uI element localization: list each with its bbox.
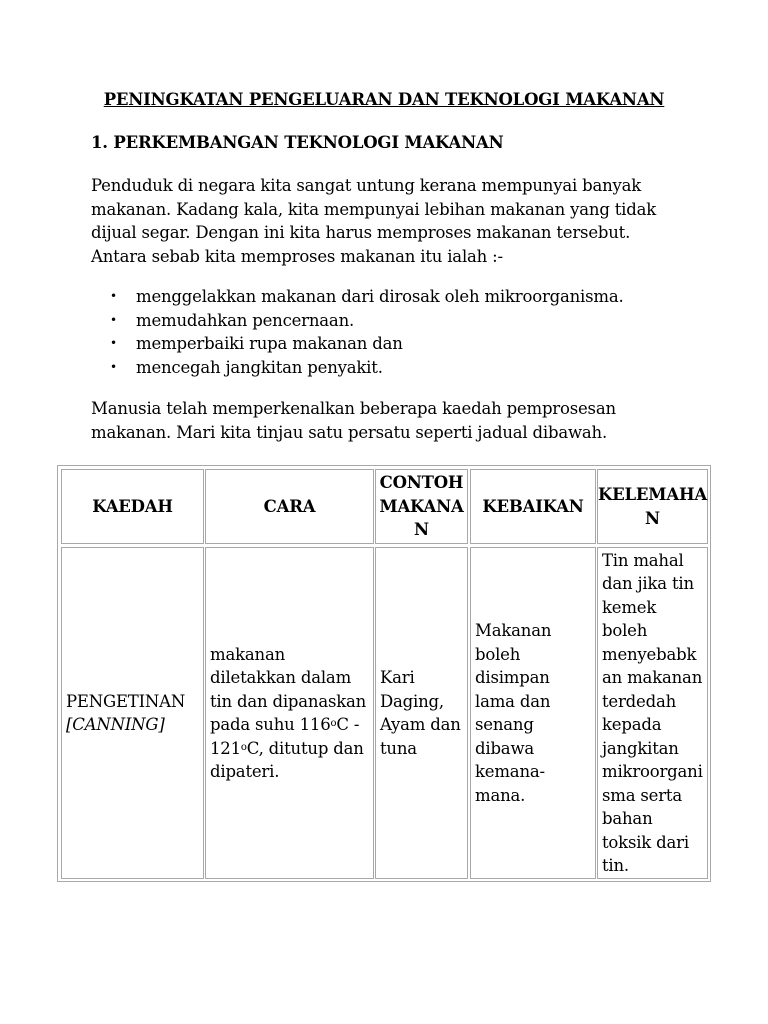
degree-mark: o: [240, 741, 247, 753]
kebaikan-text: Makanan boleh disimpan lama dan senang dibawa kemana- mana.: [475, 621, 552, 805]
header-contoh-text: CONTOH MAKANA N: [379, 473, 464, 540]
header-kaedah: [61, 469, 204, 544]
header-kelemahan-text: KELEMAHA N: [598, 485, 707, 528]
cara-line: diletakkan dalam: [210, 668, 352, 687]
intro-line: dijual segar. Dengan ini kita harus memproses makanan tersebut.: [91, 223, 631, 242]
cell-kebaikan: [470, 547, 596, 879]
methods-table: [57, 465, 711, 882]
cell-kaedah: [61, 547, 204, 879]
cara-line: [210, 737, 366, 761]
cara-line: makanan: [210, 644, 286, 664]
contoh-text: Kari Daging, Ayam dan tuna: [380, 668, 461, 758]
outro-line: makanan. Mari kita tinjau satu persatu seperti jadual dibawah.: [91, 422, 607, 442]
bullet-icon: •: [110, 289, 117, 303]
cara-temp-rest: C, ditutup dan: [246, 738, 364, 758]
header-cara: [205, 469, 374, 544]
list-item: [110, 332, 624, 356]
kaedah-english-name: [CANNING]: [66, 715, 165, 734]
list-item-text: mencegah jangkitan penyakit.: [136, 357, 383, 377]
intro-line: Penduduk di negara kita sangat untung kerana mempunyai banyak: [91, 176, 642, 195]
document-title: PENINGKATAN PENGELUARAN DAN TEKNOLOGI MAKANAN: [103, 90, 665, 109]
cara-line: tin dan dipanaskan: [210, 691, 367, 711]
header-kaedah-text: KAEDAH: [92, 496, 173, 516]
kelemahan-text: Tin mahal dan jika tin kemek boleh menyebabk an makanan terdedah kepada jangkitan mikroorgani sma serta bahan toksik dari tin.: [602, 550, 703, 875]
cara-temp-high: 121: [210, 738, 241, 758]
cara-temp-unit: C -: [336, 715, 360, 734]
outro-line: Manusia telah memperkenalkan beberapa kaedah pemprosesan: [91, 399, 616, 418]
header-contoh: [375, 469, 468, 544]
bullet-icon: •: [110, 336, 117, 350]
list-item: [110, 309, 624, 333]
bullet-icon: •: [110, 359, 117, 374]
cell-kelemahan: [597, 547, 708, 879]
list-item: [110, 356, 624, 380]
outro-paragraph: [91, 397, 691, 444]
list-item: [110, 285, 624, 309]
header-kelemahan: [597, 469, 708, 544]
bullet-icon: •: [110, 312, 117, 327]
intro-line: Antara sebab kita memproses makanan itu ialah :-: [91, 246, 503, 266]
header-cara-text: CARA: [263, 496, 316, 516]
cara-temp-low: pada suhu 116: [210, 715, 331, 734]
list-item-text: menggelakkan makanan dari dirosak oleh mikroorganisma.: [136, 287, 624, 306]
cara-line: [210, 713, 366, 737]
kaedah-name: PENGETINAN: [66, 691, 186, 711]
degree-mark: o: [330, 718, 337, 729]
cell-contoh: [375, 547, 468, 879]
list-item-text: memudahkan pencernaan.: [136, 310, 355, 330]
intro-paragraph: [91, 174, 691, 268]
list-item-text: memperbaiki rupa makanan dan: [136, 334, 403, 353]
header-kebaikan: [470, 469, 596, 544]
header-kebaikan-text: KEBAIKAN: [482, 496, 584, 516]
reasons-list: [110, 285, 624, 379]
section-heading: 1. PERKEMBANGAN TEKNOLOGI MAKANAN: [91, 133, 504, 152]
intro-line: makanan. Kadang kala, kita mempunyai lebihan makanan yang tidak: [91, 199, 657, 219]
cara-line: dipateri.: [210, 762, 280, 781]
cell-cara: [205, 547, 374, 879]
